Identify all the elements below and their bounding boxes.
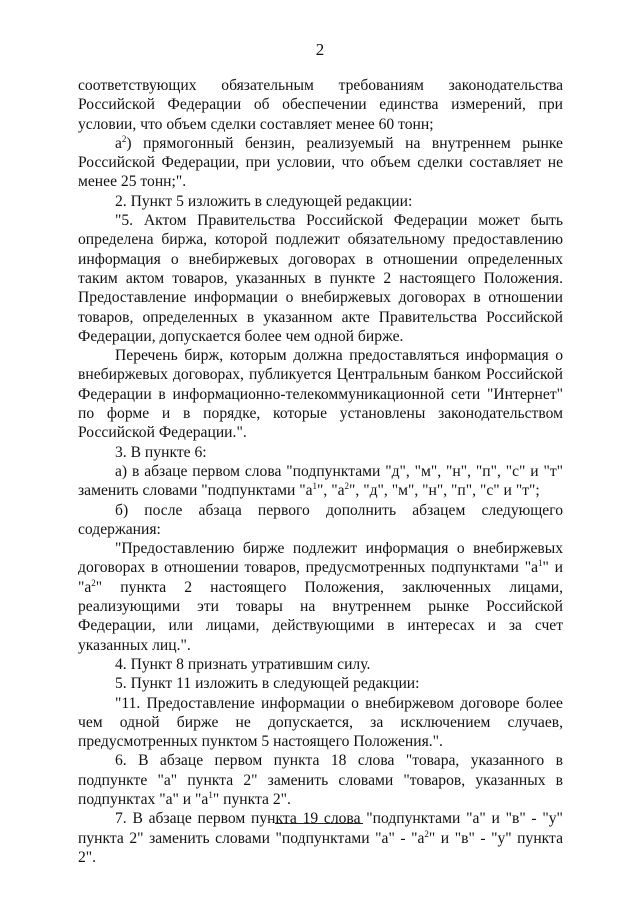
paragraph-12: "11. Предоставление информации о внебиржевом договоре более чем одной бирже не допускается, за исключением случаев, предусмотренных пунктом 5 настоящего Положения.". [78, 694, 564, 751]
paragraph-5: Перечень бирж, которым должна предоставляться информация о внебиржевых договорах, публикуется Центральным банком Российской Федерации в информационно-телекоммуникационной сети "Интернет" по форме и в порядке, которые установлены законодательством Российской Федерации.". [78, 347, 564, 442]
paragraph-7: а) в абзаце первом слова "подпунктами "д", "м", "н", "п", "с" и "т" заменить словами "подпунктами "$а^1$", "$а^2$", "д", "м", "н", "п", "с" и "т"; [78, 462, 564, 500]
paragraph-13: 6. В абзаце первом пункта 18 слова "товара, указанного в подпункте "а" пункта 2" заменить словами "товаров, указанных в подпунктах "а" и "$а^1$" пункта 2". [78, 752, 564, 808]
end-divider [275, 823, 363, 824]
paragraph-3: 2. Пункт 5 изложить в следующей редакции: [115, 192, 413, 210]
paragraph-2: $а^2$) прямогонный бензин, реализуемый на внутреннем рынке Российской Федерации, при условии, что объем сделки составляет не менее 25 тонн;". [78, 133, 563, 191]
paragraph-4: "5. Актом Правительства Российской Федерации может быть определена биржа, которой подлежит обязательному предоставлению информация о внебиржевых договорах в отношении определенных таким актом товаров, указанных в пункте 2 настоящего Положения. Предоставление информации о внебиржевых договорах в отношении товаров, определенных в указанном акте Правительства Российской Федерации, допускается более чем одной бирже. [78, 212, 564, 345]
paragraph-8: б) после абзаца первого дополнить абзацем следующего содержания: [78, 501, 564, 538]
paragraph-11: 5. Пункт 11 изложить в следующей редакции: [115, 675, 420, 693]
paragraph-14: 7. В абзаце первом пункта 19 слова "подпунктами "а" и "в" - "у" пункта 2" заменить словами "подпунктами "а" - "$а^2$" и "в" - "у" пункта 2". [78, 810, 563, 866]
page-number: 2 [315, 40, 325, 59]
paragraph-6: 3. В пункте 6: [115, 443, 207, 461]
paragraph-10: 4. Пункт 8 признать утратившим силу. [115, 655, 371, 673]
paragraph-9: "Предоставлению бирже подлежит информация о внебиржевых договорах в отношении товаров, предусмотренных подпунктами "$а^1$" и "$а^2$" пункта 2 настоящего Положения, заключенных лицами, реализующими эти товары на внутреннем рынке Российской Федерации, или лицами, действующими в интересах и за счет указанных лиц.". [78, 540, 564, 654]
document-body [78, 76, 563, 867]
paragraph-1: соответствующих обязательным требованиям законодательства Российской Федерации об обеспечении единства измерений, при условии, что объем сделки составляет менее 60 тонн; [78, 77, 563, 133]
